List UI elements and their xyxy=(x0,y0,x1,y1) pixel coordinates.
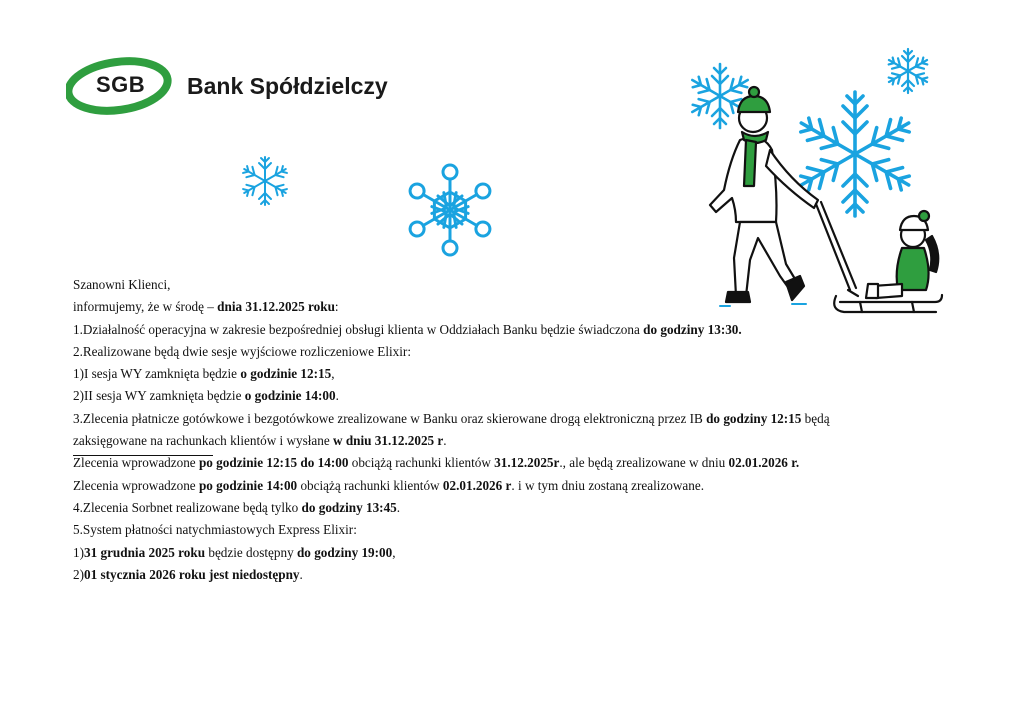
snowflake-icon xyxy=(400,158,500,262)
orders-note-1: Zlecenia wprowadzone po godzinie 12:15 do 14:00 obciążą rachunki klientów 31.12.2025r., ale będą zrealizowane w dniu 02.01.2026 r. xyxy=(73,455,800,471)
point-1: 1.Działalność operacyjna w zakresie bezpośredniej obsługi klienta w Oddziałach Banku będzie świadczona do godziny 13:30. xyxy=(73,321,742,337)
orders-note-2: Zlecenia wprowadzone po godzinie 14:00 obciążą rachunki klientów 02.01.2026 r. i w tym dniu zostaną zrealizowane. xyxy=(73,477,705,493)
point-5: 5.System płatności natychmiastowych Express Elixir: xyxy=(73,522,357,538)
point-2-session-1: 1)I sesja WY zamknięta będzie o godzinie 12:15, xyxy=(73,366,335,382)
bank-name: Bank Spółdzielczy xyxy=(187,73,388,99)
point-2-session-2: 2)II sesja WY zamknięta będzie o godzinie 14:00. xyxy=(73,388,339,404)
bank-logo xyxy=(66,52,406,122)
point-2: 2.Realizowane będą dwie sesje wyjściowe rozliczeniowe Elixir: xyxy=(73,343,411,359)
logo-mark-text: SGB xyxy=(96,72,146,97)
point-5-item-1: 1)31 grudnia 2025 roku będzie dostępny do godziny 19:00, xyxy=(73,544,396,560)
snowflake-icon xyxy=(238,153,292,209)
point-4: 4.Zlecenia Sorbnet realizowane będą tylko do godziny 13:45. xyxy=(73,499,401,515)
point-3: 3.Zlecenia płatnicze gotówkowe i bezgotówkowe zrealizowane w Banku oraz skierowane drogą elektroniczną przez IB do godziny 12:15 będą xyxy=(73,410,830,426)
intro-line: informujemy, że w środę – dnia 31.12.2025 roku: xyxy=(73,299,339,315)
point-5-item-2: 2)01 stycznia 2026 roku jest niedostępny. xyxy=(73,566,303,582)
notice-text xyxy=(73,274,933,586)
divider xyxy=(73,455,213,456)
point-3-cont: zaksięgowane na rachunkach klientów i wysłane w dniu 31.12.2025 r. xyxy=(73,433,447,449)
greeting: Szanowni Klienci, xyxy=(73,277,171,292)
